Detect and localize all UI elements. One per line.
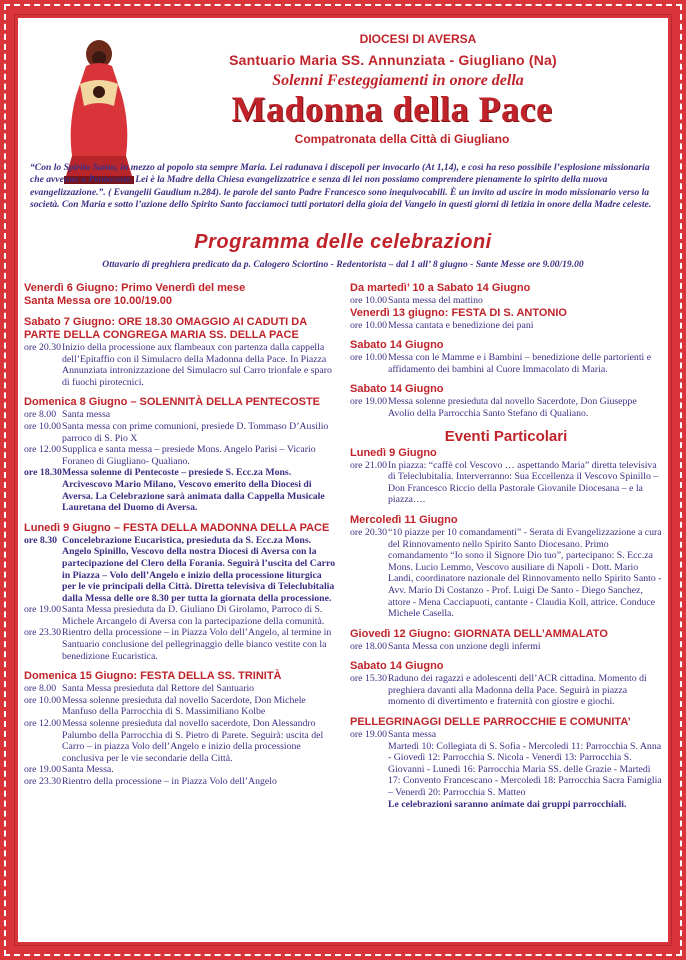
section-mercoledi-11 [350,514,662,620]
section-giovedi-12 [350,628,662,653]
event-desc: Santa Messa con unzione degli infermi [388,640,541,652]
page-title: Madonna della Pace [231,89,553,129]
event-desc: Rientro della processione – in Piazza Volo dell’Angelo [62,776,277,787]
event-desc: Messa cantata e benedizione dei pani [388,319,534,331]
event-time: ore 21.00 [350,459,388,471]
event-time: ore 15.30 [350,673,388,685]
section-venerdi-6 [24,282,336,308]
section-sabato-14-b [350,383,662,419]
event-time: ore 18.30 [24,467,62,479]
event-row [24,342,336,388]
section-heading: Domenica 15 Giugno: FESTA DELLA SS. TRINITÀ [24,670,282,683]
event-desc: Messa con le Mamme e i Bambini – benedizione delle partorienti e affidamento dei bambini al Cuore Immacolato di Maria. [388,352,652,375]
event-row [24,535,336,605]
compatronata-label: Compatronata della Città di Giugliano [294,132,510,146]
section-domenica-8 [24,396,336,513]
event-time: ore 23.30 [24,776,62,787]
festeggiamenti-label: Solenni Festeggiamenti in onore della [272,72,524,89]
event-desc: Messa solenne presieduta dal novello Sacerdote, Don Giuseppe Avolio della Parrocchia Santo Stefano di Qualiano. [388,396,637,419]
event-time: ore 19.00 [24,764,62,776]
section-domenica-15 [24,670,336,787]
event-row [350,799,662,811]
intro-quote: “Con lo Spirito Santo, in mezzo al popolo sta sempre Maria. Lei radunava i discepoli per invocarlo (At 1,14), e così ha reso possibile l’esplosione missionaria che avvenne a Pentecoste. Lei è la Madre della Chiesa evangelizzatrice e senza di lei non possiamo comprendere pienamente lo spirito della nuova evangelizzazione.”. ( Evangelii Gaudium n.284). le parole del santo Padre Francesco sono inequivocabili. È un invito ad uscire in modo missionario verso la società. Con Maria e sotto l’azione dello Spirito Santo facciamoci tutti portatori della gioia del Vangelo in questi giorni di letizia in onore della Madre celeste. [30,162,652,211]
event-time: ore 10.00 [350,319,388,331]
event-row [350,641,662,653]
event-desc: In piazza: “caffè col Vescovo … aspettando Maria” diretta televisiva di Teleclubitalia. Interverranno: Sua Eccellenza il Vescovo Spinillo – Don Francesco Riccio della Pastorale Giovanile Diocesana – e la piazza…. [388,459,659,506]
event-row [24,764,336,776]
event-desc: Santa messa [62,409,111,421]
section-sabato-14-c [350,660,662,708]
section-heading: Lunedì 9 Giugno – FESTA DELLA MADONNA DELLA PACE [24,521,330,534]
left-column [24,282,336,796]
section-sabato-7 [24,316,336,388]
section-sabato-14-a [350,339,662,375]
event-time: ore 19.00 [350,396,388,408]
event-desc: Raduno dei ragazzi e adolescenti dell’ACR cittadina. Momento di preghiera davanti alla Madonna della Pace. Seguirà in piazza momento di divertimento e fraternità con giostre e giochi. [388,673,647,708]
closing-note: Le celebrazioni saranno animate dai gruppi parrocchiali. [388,798,627,810]
event-time: ore 20.30 [350,526,388,538]
event-time: ore 12.00 [24,444,62,456]
event-row [24,467,336,513]
event-time: ore 8.00 [24,409,57,421]
event-time: ore 8.00 [24,683,57,695]
ottavario-text: Ottavario di preghiera predicato da p. Calogero Sciortino - Redentorista – dal 1 all’ 8 giugno - Sante Messe ore 9.00/19.00 [102,259,584,270]
event-desc: Inizio della processione aux flambeaux con partenza dalla cappella dell’Epitaffio con il Simulacro della Madonna della Pace. In Piazza Annunziata intronizzazione del Simulacro sul Carro trionfale e sparo di fuochi pirotecnici. [62,342,332,388]
event-row [24,776,336,788]
section-pellegrinaggi [350,716,662,810]
event-time: ore 18.00 [350,640,388,652]
event-time: ore 20.30 [24,342,62,353]
event-row [350,460,662,506]
section-lunedi-9 [24,522,336,663]
eventi-particolari-heading: Eventi Particolari [444,427,568,445]
section-heading: Giovedì 12 Giugno: GIORNATA DELL’AMMALATO [350,627,608,640]
event-row [24,421,336,444]
event-time: ore 10.00 [350,295,388,306]
right-column [350,282,662,818]
event-desc: Messa solenne presieduta dal novello sacerdote, Don Alessandro Palumbo della Parrocchia di S. Pietro di Parete. Seguirà: uscita del Carro – in piazza Volo dell’Angelo e inizio della processione conclusiva per le vie secondarie della Città. [62,718,324,764]
event-time: ore 10.00 [350,352,388,364]
event-time: ore 12.00 [24,718,62,730]
event-desc: “10 piazze per 10 comandamenti” - Serata di Evangelizzazione a cura del Rinnovamento nello Spirito Santo Diocesano. Primo comandamento “Io sono il Signore Dio tuo”, partecipano: S. Ecc.za Mons. Lucio Lemmo, Vescovo ausiliare di Napoli - Dott. Mario Landi, coordinatore nazionale del Rinnovamento nello Spirito Santo - Avv. Mario Di Costanzo - Prof. Luigi De Santo - Diego Sanchez, attore - Mena Cacciapuoti, cantante - Claudia Koll, attrice. Conduce Michele Casella. [388,526,662,620]
section-heading: Sabato 14 Giugno [350,660,444,673]
section-heading: Lunedì 9 Giugno [350,446,437,459]
section-heading: Santa Messa ore 10.00/19.00 [24,295,172,307]
event-time: ore 19.00 [350,729,388,741]
event-time: ore 10.00 [24,694,62,706]
event-row [350,527,662,620]
event-time: ore 10.00 [24,420,62,432]
event-desc: Santa Messa. [62,764,114,776]
event-row [350,741,662,799]
header [24,32,662,146]
section-lunedi-9-event [350,447,662,506]
event-desc: Concelebrazione Eucaristica, presieduta da S. Ecc.za Mons. Angelo Spinillo, Vescovo della nostra Diocesi di Aversa con la partecipazione del Clero della Forania. Seguirà l’uscita del Carro in Piazza – Volo dell’Angelo e inizio della processione liturgica per le vie principali della Città. Diretta televisiva di Teleclubitalia dalla Messa delle ore 8.30 per tutta la giornata della processione. [62,534,336,604]
event-desc: Messa solenne di Pentecoste – presiede S. Ecc.za Mons. Arcivescovo Mario Milano, Vescovo emerito della Diocesi di Aversa. La Celebrazione sarà animata dalla Cappella Musicale Lauretana del Duomo di Aversa. [62,467,325,514]
programma-heading: Programma delle celebrazioni [194,231,492,253]
section-heading: Sabato 14 Giugno [350,383,444,396]
section-martedi-10 [350,282,662,331]
event-row [24,695,336,718]
event-desc: Santa Messa presieduta dal Rettore del Santuario [62,683,255,695]
section-heading: Domenica 8 Giugno – SOLENNITÀ DELLA PENTECOSTE [24,396,321,409]
event-time: ore 19.00 [24,604,62,616]
event-desc: Santa messa [388,729,437,741]
event-time: ore 8.30 [24,534,58,546]
section-heading: Sabato 14 Giugno [350,339,444,352]
event-row [24,627,336,662]
event-desc: Santa messa del mattino [388,295,483,306]
event-time: ore 23.30 [24,627,62,639]
event-row [24,604,336,627]
event-desc: Supplica e santa messa – presiede Mons. Angelo Parisi – Vicario Foraneo di Giugliano- Qualiano. [62,444,316,467]
event-row [350,320,662,332]
event-row [24,409,336,421]
section-heading: Venerdì 13 giugno: FESTA DI S. ANTONIO [350,306,567,319]
poster [24,24,662,936]
section-heading: Mercoledì 11 Giugno [350,513,458,526]
diocesi-label: DIOCESI DI AVERSA [359,32,477,46]
event-row [350,673,662,708]
section-heading: Da martedì’ 10 a Sabato 14 Giugno [350,282,531,294]
event-row [24,718,336,764]
event-row [350,729,662,741]
section-heading: Sabato 7 Giugno: ORE 18.30 OMAGGIO AI CADUTI DA PARTE DELLA CONGREGA MARIA SS. DELLA PACE [24,316,307,341]
santuario-label: Santuario Maria SS. Annunziata - Giugliano (Na) [229,52,557,68]
section-heading: PELLEGRINAGGI DELLE PARROCCHIE E COMUNITA’ [350,716,631,729]
event-desc: Santa messa con prime comunioni, presiede D. Tommaso D’Ausilio parroco di S. Pio X [62,420,329,444]
section-heading: Venerdì 6 Giugno: Primo Venerdì del mese [24,282,246,294]
event-row [350,352,662,375]
event-row [350,295,662,307]
pellegrinaggi-list: Martedì 10: Collegiata di S. Sofia - Mercoledì 11: Parrocchia S. Anna - Giovedì 12: Parrocchia S. Nicola - Venerdì 13: Parrocchia S. Giovanni - Lunedì 16: Parrocchia Maria SS. delle Grazie - Martedì 17: Convento Francescano - Mercoledì 18: Parrocchia Sacra Famiglia – Venerdì 20: Parrocchia S. Matteo [388,740,662,799]
event-desc: Messa solenne presieduta dal novello Sacerdote, Don Michele Manfuso della Parrocchia di S. Massimiliano Kolbe [62,694,306,718]
event-row [24,444,336,467]
event-desc: Rientro della processione – in Piazza Volo dell’Angelo, al termine in Santuario conclusione del pellegrinaggio delle bianco vestite con la benedizione Eucaristica. [62,627,332,662]
event-row [350,396,662,419]
event-row [24,683,336,695]
event-desc: Santa Messa presieduta da D. Giuliano Di Girolamo, Parroco di S. Michele Arcangelo di Aversa con la partecipazione della comunità. [62,604,325,627]
